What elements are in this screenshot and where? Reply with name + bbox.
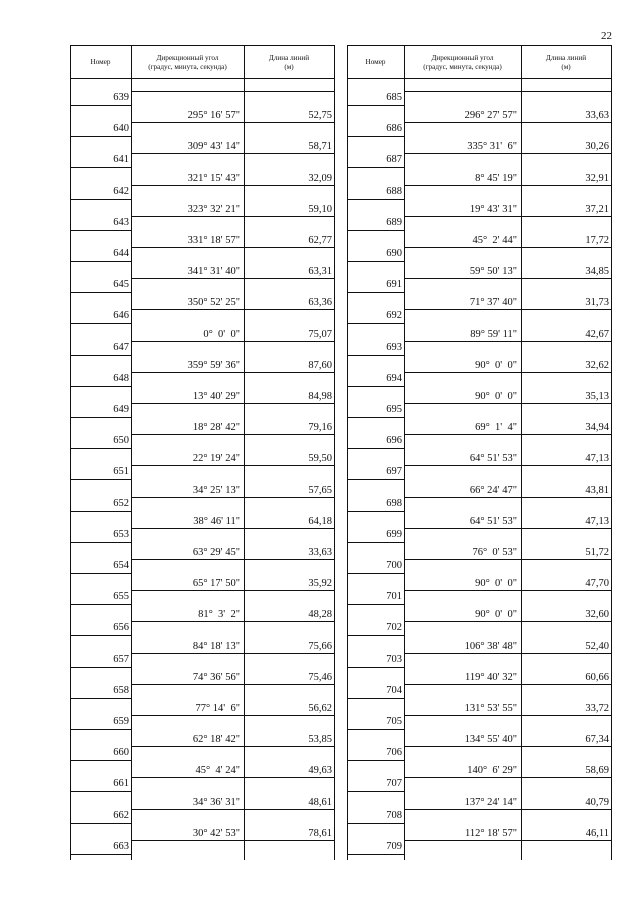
- point-number: 640: [113, 123, 129, 135]
- number-row-border: [70, 854, 131, 855]
- line-length: 17,72: [585, 235, 609, 246]
- direction-angle: 112° 18' 57": [465, 827, 517, 839]
- direction-angle: 45° 4' 24": [195, 765, 240, 777]
- direction-angle: 137° 24' 14": [464, 796, 517, 808]
- line-length: 58,71: [308, 141, 332, 153]
- direction-angle: 350° 52' 25": [187, 297, 240, 309]
- value-row-border: [131, 746, 334, 747]
- number-row-border: [347, 698, 404, 699]
- line-length: 47,13: [585, 453, 609, 465]
- number-row-border: [347, 479, 404, 480]
- point-number: 661: [113, 778, 129, 790]
- number-row-border: [347, 355, 404, 356]
- direction-angle: 0° 0' 0": [203, 328, 240, 340]
- value-row-border: [131, 309, 334, 310]
- value-row-border: [404, 185, 611, 186]
- value-row-border: [404, 653, 611, 654]
- value-row-border: [404, 559, 611, 560]
- number-row-border: [347, 417, 404, 418]
- value-row-border: [404, 247, 611, 248]
- line-length: 32,09: [308, 172, 332, 184]
- value-row-border: [131, 684, 334, 685]
- point-number: 690: [386, 248, 402, 259]
- point-number: 648: [113, 372, 129, 384]
- direction-angle: 63° 29' 45": [192, 547, 240, 558]
- value-row-border: [404, 590, 611, 591]
- value-row-border: [404, 341, 611, 342]
- point-number: 639: [113, 92, 129, 103]
- point-number: 686: [386, 123, 402, 135]
- direction-angle: 38° 46' 11": [193, 515, 240, 527]
- number-row-border: [347, 729, 404, 730]
- number-row-border: [70, 167, 131, 168]
- number-row-border: [347, 199, 404, 200]
- direction-angle: 90° 0' 0": [475, 609, 517, 621]
- value-row-border: [131, 341, 334, 342]
- point-number: 663: [113, 840, 129, 852]
- direction-angle: 295° 16' 57": [187, 110, 240, 122]
- number-row-border: [70, 729, 131, 730]
- number-row-border: [347, 604, 404, 605]
- point-number: 701: [386, 591, 402, 603]
- direction-angle: 34° 36' 31": [192, 796, 240, 808]
- line-length: 52,40: [585, 640, 609, 652]
- direction-angle: 134° 55' 40": [464, 734, 517, 746]
- value-row-border: [131, 497, 334, 498]
- point-number: 654: [113, 560, 129, 571]
- direction-angle: 59° 50' 13": [469, 266, 517, 278]
- line-length: 37,21: [585, 203, 609, 215]
- direction-angle: 45° 2' 44": [472, 235, 517, 246]
- direction-angle: 81° 3' 2": [198, 609, 240, 621]
- line-length: 75,66: [308, 640, 332, 652]
- number-row-border: [70, 105, 131, 106]
- line-length: 51,72: [585, 547, 609, 558]
- direction-angle: 74° 36' 56": [192, 671, 240, 683]
- direction-angle: 359° 59' 36": [187, 359, 240, 371]
- point-number: 689: [386, 216, 402, 228]
- value-row-border: [131, 777, 334, 778]
- line-length: 49,63: [308, 765, 332, 777]
- line-length: 53,85: [308, 734, 332, 746]
- point-number: 646: [113, 310, 129, 322]
- header-number: Номер: [365, 58, 386, 66]
- number-row-border: [70, 791, 131, 792]
- point-number: 692: [386, 310, 402, 322]
- value-row-border: [404, 840, 611, 841]
- value-row-border: [131, 621, 334, 622]
- value-row-border: [131, 559, 334, 560]
- line-length: 48,61: [308, 796, 332, 808]
- line-length: 63,36: [308, 297, 332, 309]
- direction-angle: 131° 53' 55": [464, 703, 517, 714]
- value-row-border: [404, 309, 611, 310]
- point-number: 707: [386, 778, 402, 790]
- line-length: 32,60: [585, 609, 609, 621]
- number-row-border: [347, 667, 404, 668]
- line-length: 46,11: [585, 827, 609, 839]
- point-number: 688: [386, 185, 402, 197]
- number-row-border: [347, 167, 404, 168]
- number-row-border: [347, 448, 404, 449]
- point-number: 697: [386, 466, 402, 478]
- line-length: 63,31: [308, 266, 332, 278]
- line-length: 59,50: [308, 453, 332, 465]
- line-length: 59,10: [308, 203, 332, 215]
- line-length: 30,26: [585, 141, 609, 153]
- number-row-border: [70, 542, 131, 543]
- line-length: 35,13: [585, 391, 609, 402]
- point-number: 700: [386, 560, 402, 571]
- direction-angle: 69° 1' 4": [475, 422, 517, 434]
- value-row-border: [404, 372, 611, 373]
- direction-angle: 323° 32' 21": [187, 203, 240, 215]
- line-length: 75,07: [308, 328, 332, 340]
- direction-angle: 119° 40' 32": [465, 671, 517, 683]
- value-row-border: [131, 122, 334, 123]
- line-length: 47,13: [585, 515, 609, 527]
- value-row-border: [131, 372, 334, 373]
- value-row-border: [131, 434, 334, 435]
- value-row-border: [131, 840, 334, 841]
- number-row-border: [70, 230, 131, 231]
- column-border: [611, 45, 612, 860]
- direction-angle: 71° 37' 40": [469, 297, 517, 309]
- header-number: Номер: [90, 58, 111, 66]
- header-angle: Дирекционный угол (градус, минута, секунда): [423, 53, 502, 71]
- point-number: 641: [113, 154, 129, 166]
- value-row-border: [404, 684, 611, 685]
- line-length: 52,75: [308, 110, 332, 122]
- number-row-border: [70, 386, 131, 387]
- direction-angle: 341° 31' 40": [187, 266, 240, 278]
- line-length: 33,63: [585, 110, 609, 122]
- column-border: [334, 45, 335, 860]
- value-row-border: [404, 403, 611, 404]
- line-length: 42,67: [585, 328, 609, 340]
- direction-angle: 62° 18' 42": [192, 734, 240, 746]
- number-row-border: [70, 573, 131, 574]
- number-row-border: [70, 760, 131, 761]
- direction-angle: 64° 51' 53": [469, 515, 517, 527]
- line-length: 62,77: [308, 235, 332, 246]
- line-length: 32,91: [585, 172, 609, 184]
- point-number: 645: [113, 279, 129, 291]
- value-row-border: [131, 91, 334, 92]
- point-number: 652: [113, 497, 129, 509]
- number-row-border: [347, 791, 404, 792]
- line-length: 48,28: [308, 609, 332, 621]
- value-row-border: [404, 465, 611, 466]
- value-row-border: [131, 590, 334, 591]
- line-length: 32,62: [585, 359, 609, 371]
- number-row-border: [70, 448, 131, 449]
- value-row-border: [404, 809, 611, 810]
- value-row-border: [404, 746, 611, 747]
- direction-angle: 64° 51' 53": [469, 453, 517, 465]
- value-row-border: [131, 153, 334, 154]
- direction-angle: 296° 27' 57": [464, 110, 517, 122]
- point-number: 647: [113, 341, 129, 353]
- direction-angle: 331° 18' 57": [187, 235, 240, 246]
- line-length: 33,72: [585, 703, 609, 714]
- direction-angle: 90° 0' 0": [475, 578, 517, 590]
- direction-angle: 77° 14' 6": [195, 703, 240, 714]
- point-number: 644: [113, 248, 129, 259]
- point-number: 698: [386, 497, 402, 509]
- line-length: 58,69: [585, 765, 609, 777]
- number-row-border: [70, 199, 131, 200]
- point-number: 642: [113, 185, 129, 197]
- direction-angle: 65° 17' 50": [192, 578, 240, 590]
- point-number: 656: [113, 622, 129, 634]
- number-row-border: [347, 854, 404, 855]
- direction-angle: 76° 0' 53": [472, 547, 517, 558]
- value-row-border: [404, 216, 611, 217]
- line-length: 35,92: [308, 578, 332, 590]
- number-row-border: [347, 136, 404, 137]
- number-row-border: [70, 667, 131, 668]
- point-number: 655: [113, 591, 129, 603]
- number-row-border: [347, 292, 404, 293]
- number-row-border: [347, 635, 404, 636]
- point-number: 691: [386, 279, 402, 291]
- direction-angle: 90° 0' 0": [475, 391, 517, 402]
- value-row-border: [404, 122, 611, 123]
- number-row-border: [70, 417, 131, 418]
- line-length: 78,61: [308, 827, 332, 839]
- header-length: Длина линий (м): [545, 53, 587, 71]
- point-number: 662: [113, 809, 129, 821]
- value-row-border: [404, 153, 611, 154]
- direction-angle: 30° 42' 53": [192, 827, 240, 839]
- number-row-border: [347, 386, 404, 387]
- number-row-border: [70, 261, 131, 262]
- point-number: 687: [386, 154, 402, 166]
- value-row-border: [131, 247, 334, 248]
- number-row-border: [347, 823, 404, 824]
- point-number: 643: [113, 216, 129, 228]
- line-length: 64,18: [308, 515, 332, 527]
- number-row-border: [347, 760, 404, 761]
- line-length: 43,81: [585, 484, 609, 496]
- direction-angle: 13° 40' 29": [192, 391, 240, 402]
- line-length: 57,65: [308, 484, 332, 496]
- table-header: [70, 45, 334, 79]
- number-row-border: [70, 355, 131, 356]
- point-number: 704: [386, 684, 402, 696]
- line-length: 87,60: [308, 359, 332, 371]
- page-number: 22: [601, 30, 612, 42]
- line-length: 56,62: [308, 703, 332, 714]
- point-number: 657: [113, 653, 129, 665]
- point-number: 659: [113, 716, 129, 727]
- point-number: 706: [386, 747, 402, 759]
- value-row-border: [404, 528, 611, 529]
- line-length: 60,66: [585, 671, 609, 683]
- number-row-border: [70, 823, 131, 824]
- number-row-border: [347, 323, 404, 324]
- value-row-border: [404, 91, 611, 92]
- direction-angle: 140° 6' 29": [467, 765, 517, 777]
- number-row-border: [70, 698, 131, 699]
- direction-angle: 335° 31' 6": [467, 141, 517, 153]
- direction-angle: 8° 45' 19": [475, 172, 517, 184]
- number-row-border: [347, 573, 404, 574]
- number-row-border: [70, 136, 131, 137]
- number-row-border: [70, 323, 131, 324]
- header-angle: Дирекционный угол (градус, минута, секунда): [148, 53, 227, 71]
- line-length: 33,63: [308, 547, 332, 558]
- direction-angle: 84° 18' 13": [192, 640, 240, 652]
- table-header: [347, 45, 611, 79]
- direction-angle: 321° 15' 43": [187, 172, 240, 184]
- value-row-border: [131, 403, 334, 404]
- direction-angle: 309° 43' 14": [187, 141, 240, 153]
- line-length: 75,46: [308, 671, 332, 683]
- value-row-border: [404, 434, 611, 435]
- direction-angle: 89° 59' 11": [470, 328, 517, 340]
- line-length: 34,94: [585, 422, 609, 434]
- number-row-border: [70, 604, 131, 605]
- value-row-border: [404, 497, 611, 498]
- value-row-border: [404, 278, 611, 279]
- number-row-border: [347, 261, 404, 262]
- value-row-border: [404, 621, 611, 622]
- direction-angle: 19° 43' 31": [469, 203, 517, 215]
- value-row-border: [404, 777, 611, 778]
- point-number: 694: [386, 372, 402, 384]
- value-row-border: [131, 715, 334, 716]
- direction-angle: 34° 25' 13": [192, 484, 240, 496]
- point-number: 651: [113, 466, 129, 478]
- value-row-border: [131, 653, 334, 654]
- direction-angle: 22° 19' 24": [192, 453, 240, 465]
- value-row-border: [131, 809, 334, 810]
- point-number: 703: [386, 653, 402, 665]
- line-length: 79,16: [308, 422, 332, 434]
- point-number: 699: [386, 528, 402, 540]
- value-row-border: [131, 185, 334, 186]
- direction-angle: 18° 28' 42": [192, 422, 240, 434]
- number-row-border: [70, 292, 131, 293]
- point-number: 660: [113, 747, 129, 759]
- value-row-border: [131, 216, 334, 217]
- number-row-border: [347, 230, 404, 231]
- number-row-border: [347, 511, 404, 512]
- direction-angle: 90° 0' 0": [475, 359, 517, 371]
- line-length: 47,70: [585, 578, 609, 590]
- line-length: 34,85: [585, 266, 609, 278]
- point-number: 709: [386, 840, 402, 852]
- number-row-border: [70, 511, 131, 512]
- point-number: 708: [386, 809, 402, 821]
- point-number: 705: [386, 716, 402, 727]
- point-number: 693: [386, 341, 402, 353]
- point-number: 653: [113, 528, 129, 540]
- line-length: 84,98: [308, 391, 332, 402]
- line-length: 40,79: [585, 796, 609, 808]
- direction-angle: 106° 38' 48": [464, 640, 517, 652]
- value-row-border: [404, 715, 611, 716]
- value-row-border: [131, 528, 334, 529]
- number-row-border: [70, 635, 131, 636]
- point-number: 658: [113, 684, 129, 696]
- number-row-border: [347, 105, 404, 106]
- point-number: 695: [386, 404, 402, 415]
- point-number: 696: [386, 435, 402, 447]
- value-row-border: [131, 278, 334, 279]
- line-length: 31,73: [585, 297, 609, 309]
- line-length: 67,34: [585, 734, 609, 746]
- point-number: 685: [386, 92, 402, 103]
- direction-angle: 66° 24' 47": [469, 484, 517, 496]
- point-number: 649: [113, 404, 129, 415]
- point-number: 650: [113, 435, 129, 447]
- number-row-border: [70, 479, 131, 480]
- header-length: Длина линий (м): [268, 53, 310, 71]
- value-row-border: [131, 465, 334, 466]
- point-number: 702: [386, 622, 402, 634]
- number-row-border: [347, 542, 404, 543]
